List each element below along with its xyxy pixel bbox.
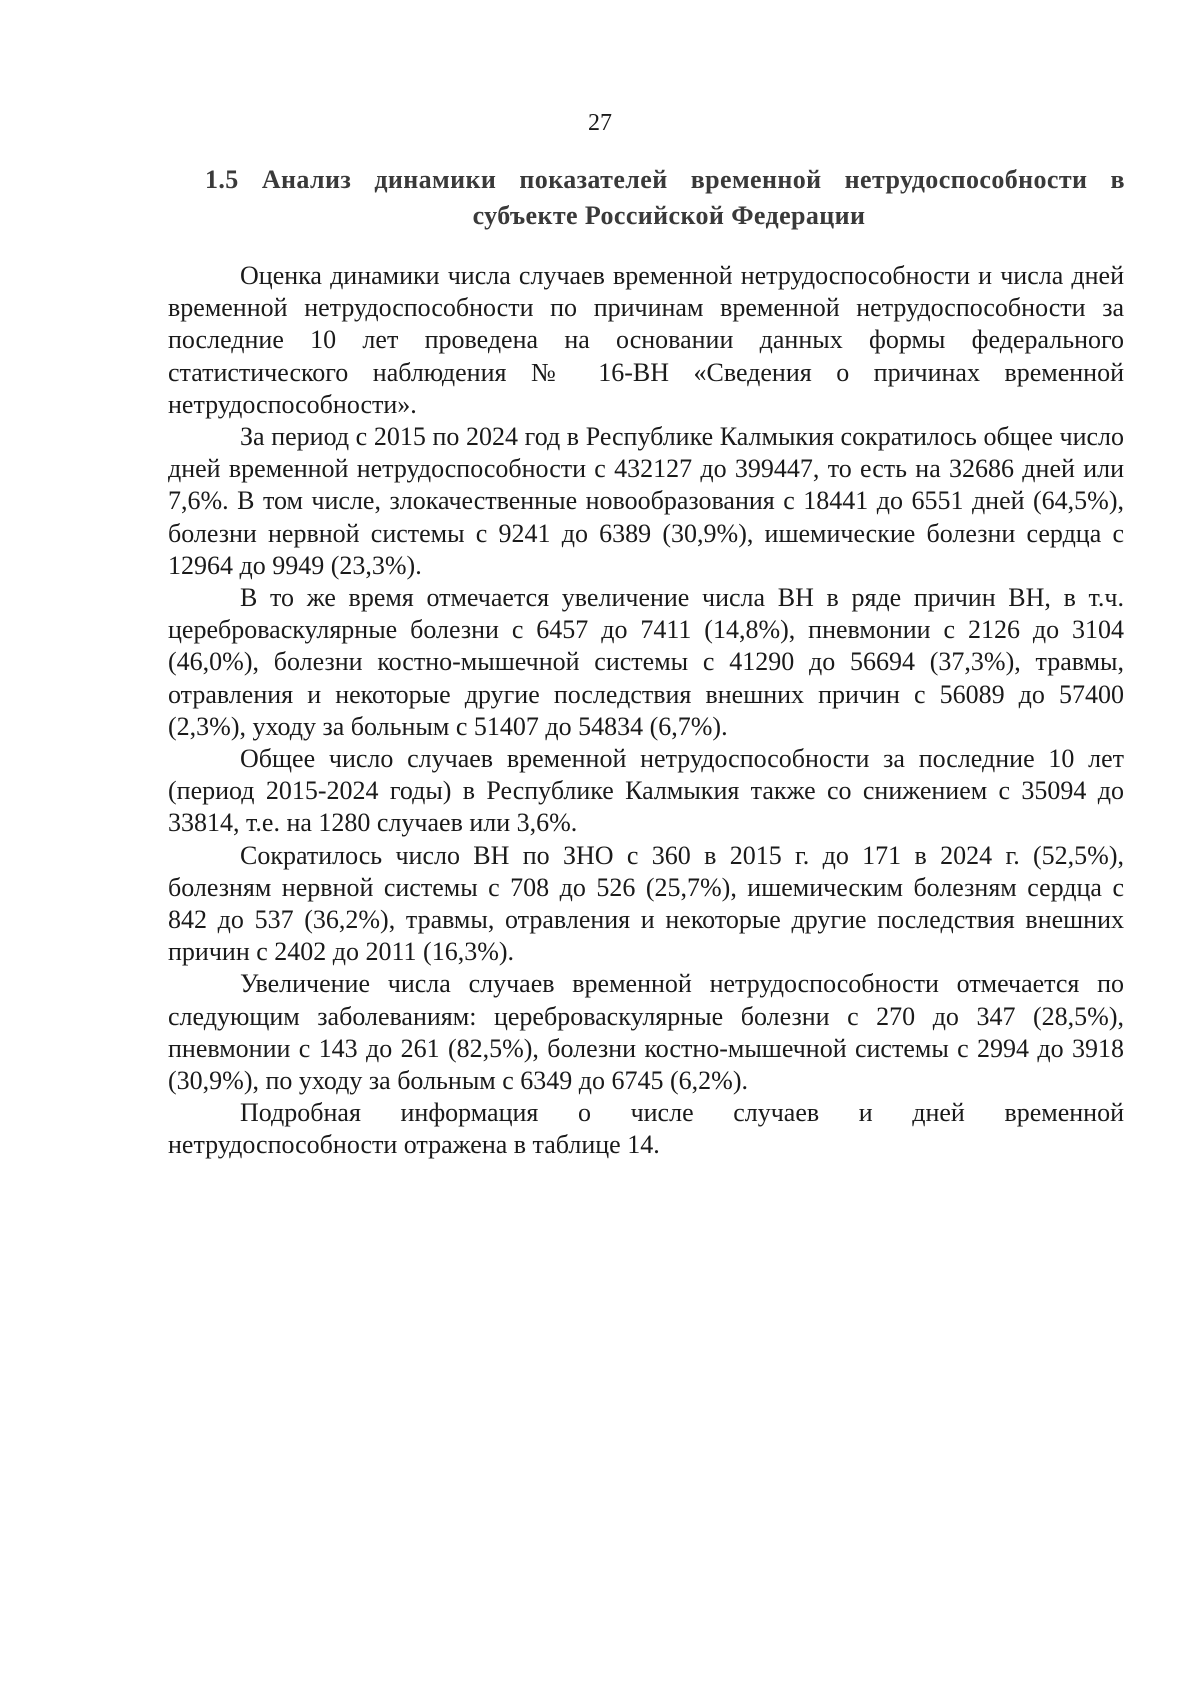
paragraph-days-increase: В то же время отмечается увеличение числа ВН в ряде причин ВН, в т.ч. цереброваскулярные болезни с 6457 до 7411 (14,8%), пневмонии с 2126 до 3104 (46,0%), болезни костно-мышечной системы с 41290 до 56694 (37,3%), травмы, отравления и некоторые другие последствия внешних причин с 56089 до 57400 (2,3%), уходу за больным с 51407 до 54834 (6,7%). (168, 583, 1124, 741)
paragraph-days-decrease: За период с 2015 по 2024 год в Республике Калмыкия сократилось общее число дней временной нетрудоспособности с 432127 до 399447, то есть на 32686 дней или 7,6%. В том числе, злокачественные новообразования с 18441 до 6551 дней (64,5%), болезни нервной системы с 9241 до 6389 (30,9%), ишемические болезни сердца с 12964 до 9949 (23,3%). (168, 422, 1124, 580)
section-heading-line-1: 1.5 Анализ динамики показателей временной нетрудоспособности в (205, 165, 1125, 194)
section-heading (205, 162, 1125, 234)
section-heading-line-2: субъекте Российской Федерации (472, 201, 866, 230)
body-text (168, 260, 1124, 1162)
paragraph-table-reference: Подробная информация о числе случаев и дней временной нетрудоспособности отражена в таблице 14. (168, 1098, 1124, 1160)
paragraph-cases-decrease: Сократилось число ВН по ЗНО с 360 в 2015 г. до 171 в 2024 г. (52,5%), болезням нервной системы с 708 до 526 (25,7%), ишемическим болезням сердца с 842 до 537 (36,2%), травмы, отравления и некоторые другие последствия внешних причин с 2402 до 2011 (16,3%). (168, 840, 1124, 967)
paragraph-methodology: Оценка динамики числа случаев временной нетрудоспособности и числа дней временной нетрудоспособности по причинам временной нетрудоспособности за последние 10 лет проведена на основании данных формы федерального статистического наблюдения № 16-ВН «Сведения о причинах временной нетрудоспособности». (168, 261, 1124, 419)
paragraph-cases-total: Общее число случаев временной нетрудоспособности за последние 10 лет (период 2015-2024 годы) в Республике Калмыкия также со снижением с 35094 до 33814, т.е. на 1280 случаев или 3,6%. (168, 744, 1124, 838)
page-number: 27 (588, 110, 612, 136)
paragraph-cases-increase: Увеличение числа случаев временной нетрудоспособности отмечается по следующим заболеваниям: цереброваскулярные болезни с 270 до 347 (28,5%), пневмонии с 143 до 261 (82,5%), болезни костно-мышечной системы с 2994 до 3918 (30,9%), по уходу за больным с 6349 до 6745 (6,2%). (168, 969, 1124, 1096)
